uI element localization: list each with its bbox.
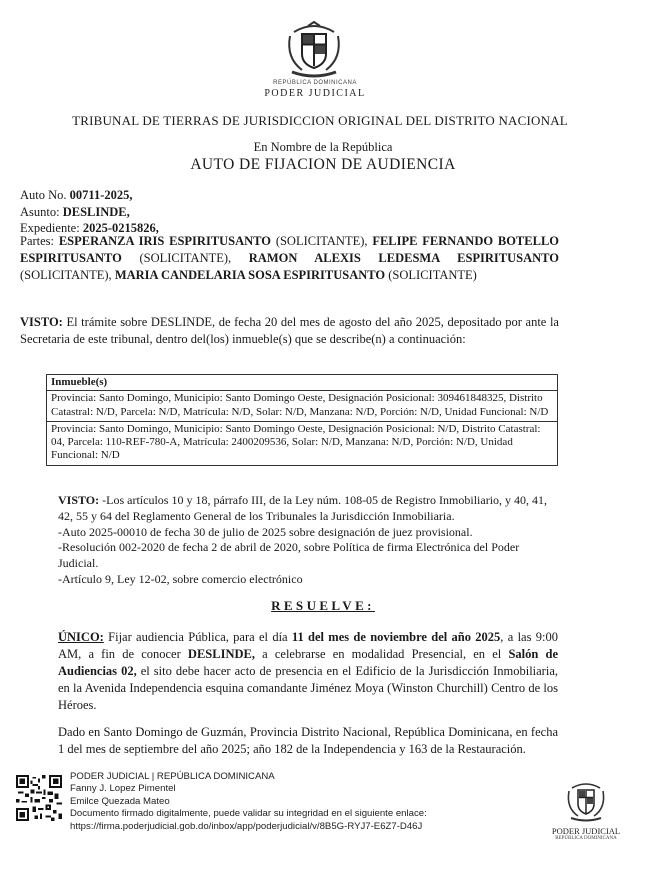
legal-item-text: -Los artículos 10 y 18, párrafo III, de la Ley núm. 108-05 de Registro Inmobiliario, y 40, 41, 42, 55 y 64 del Reglamento General de los Tribunales la Jurisdicción Inmobiliaria. xyxy=(58,493,548,523)
party-role: (SOLICITANTE), xyxy=(271,234,373,248)
footer-seal-name: PODER JUDICIAL xyxy=(551,826,621,836)
legal-item xyxy=(58,493,558,525)
coat-of-arms-icon xyxy=(272,18,356,80)
party-name: MARIA CANDELARIA SOSA ESPIRITUSANTO xyxy=(114,268,386,282)
salon-label: Salón de Audiencias 02, xyxy=(58,647,558,678)
asunto-line xyxy=(20,204,580,221)
unico-text: Fijar audiencia Pública, para el día xyxy=(103,630,292,644)
auto-label: Auto No. xyxy=(20,188,67,202)
auto-number-line xyxy=(20,187,580,204)
en-nombre-line: En Nombre de la República xyxy=(253,140,393,154)
unico-text: , a las 9:00 AM, a fin de conocer xyxy=(58,630,558,661)
table-row: Provincia: Santo Domingo, Municipio: Santo Domingo Oeste, Designación Posicional: N/D, Distrito Catastral: 04, Parcela: 110-REF-780-A, Matrícula: 2400209536, Solar: N/D, Manzana: N/D, Porción: N/D, Unidad Funcional: N/D xyxy=(47,421,557,465)
inmuebles-table xyxy=(46,374,558,466)
signer-name: Emilce Quezada Mateo xyxy=(70,795,170,807)
party-role: (SOLICITANTE), xyxy=(121,251,249,265)
table-header: Inmueble(s) xyxy=(47,375,557,391)
legal-item: -Auto 2025-00010 de fecha 30 de julio de 2025 sobre designación de juez provisional. xyxy=(58,524,473,539)
table-row: Provincia: Santo Domingo, Municipio: Santo Domingo Oeste, Designación Posicional: 309461848325, Distrito Catastral: N/D, Parcela: N/D, Matrícula: N/D, Solar: N/D, Manzana: N/D, Porción: N/D, Unidad Funcional: N/D xyxy=(51,392,549,418)
seal-name: PODER JUDICIAL xyxy=(264,88,366,99)
expediente-label: Expediente: xyxy=(20,221,80,235)
resuelve-heading xyxy=(0,598,646,614)
unico-paragraph xyxy=(58,629,558,714)
partes-paragraph xyxy=(20,233,559,284)
dado-paragraph: Dado en Santo Domingo de Guzmán, Provincia Distrito Nacional, República Dominicana, en fecha 1 del mes de septiembre del año 2025; año 182 de la Independencia y 163 de la Restauración. xyxy=(58,725,558,756)
unico-text: a celebrarse en modalidad Presencial, en el xyxy=(254,647,509,661)
visto-paragraph xyxy=(20,314,559,348)
unico-label: ÚNICO: xyxy=(58,630,104,644)
visto-label: VISTO: xyxy=(58,493,100,507)
legal-item: -Artículo 9, Ley 12-02, sobre comercio electrónico xyxy=(58,571,303,586)
signer-name: Fanny J. Lopez Pimentel xyxy=(70,783,176,795)
hearing-date: 11 del mes de noviembre del año 2025 xyxy=(291,630,501,644)
auto-value: 00711-2025, xyxy=(69,188,133,202)
tribunal-heading: TRIBUNAL DE TIERRAS DE JURISDICCION ORIGINAL DEL DISTRITO NACIONAL xyxy=(72,113,568,128)
document-title: AUTO DE FIJACION DE AUDIENCIA xyxy=(190,156,456,173)
legal-item: -Resolución 002-2020 de fecha 2 de abril de 2020, sobre Política de firma Electrónica del Poder Judicial. xyxy=(58,540,520,571)
footer-seal-sub: REPÚBLICA DOMINICANA xyxy=(555,836,617,841)
signature-notice: Documento firmado digitalmente, puede validar su integridad en el siguiente enlace: xyxy=(70,808,427,820)
digital-signature-block xyxy=(70,771,550,833)
visto-legal-list xyxy=(58,493,558,588)
party-role: (SOLICITANTE), xyxy=(20,268,115,282)
visto-label: VISTO: xyxy=(20,315,63,329)
qr-code-icon[interactable] xyxy=(16,775,62,821)
partes-label: Partes: xyxy=(20,234,55,248)
seal-caption: REPÚBLICA DOMINICANA xyxy=(273,80,357,86)
visto-text: El trámite sobre DESLINDE, de fecha 20 del mes de agosto del año 2025, depositado por ante la Secretaria de este tribunal, dentro del(los) inmueble(s) que se describe(n) a continuación: xyxy=(20,315,559,346)
deslinde-label: DESLINDE, xyxy=(187,647,255,661)
asunto-label: Asunto: xyxy=(20,205,60,219)
expediente-value: 2025-0215826, xyxy=(82,221,159,235)
resuelve-text: RESUELVE: xyxy=(271,598,375,613)
party-name: RAMON ALEXIS LEDESMA ESPIRITUSANTO xyxy=(248,251,559,265)
validation-link[interactable]: https://firma.poderjudicial.gob.do/inbox/app/poderjudicial/v/8B5G-RYJ7-E6Z7-D46J xyxy=(70,820,423,832)
party-name: FELIPE FERNANDO BOTELLO ESPIRITUSANTO xyxy=(20,234,560,265)
signature-org: PODER JUDICIAL | REPÚBLICA DOMINICANA xyxy=(70,771,275,782)
unico-text: el sito debe hacer acto de presencia en el Edificio de la Jurisdicción Inmobiliaria, en la Avenida Independencia esquina comandante Jiménez Moya (Winston Churchill) Centro de los Héroes. xyxy=(58,664,558,712)
party-name: ESPERANZA IRIS ESPIRITUSANTO xyxy=(58,234,272,248)
party-role: (SOLICITANTE) xyxy=(385,268,477,282)
asunto-value: DESLINDE, xyxy=(62,205,130,219)
coat-of-arms-icon xyxy=(558,778,614,822)
